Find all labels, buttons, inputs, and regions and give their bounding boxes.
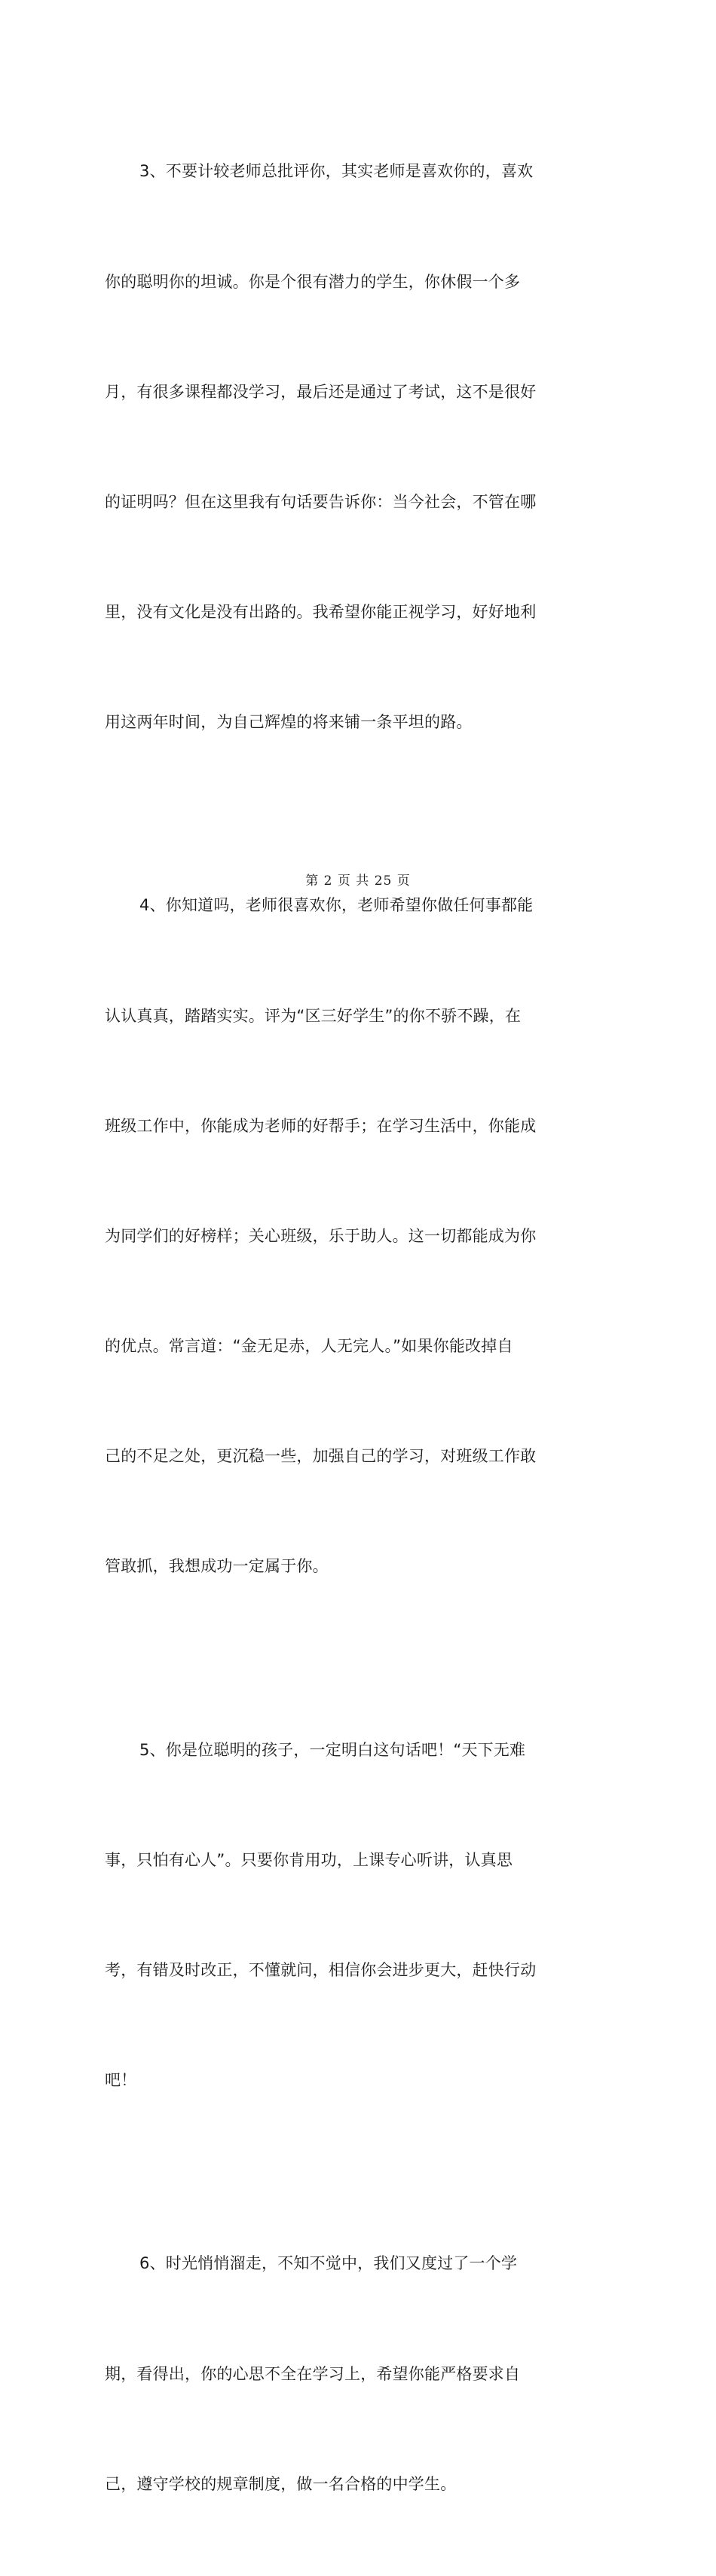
text-line: 用这两年时间，为自己辉煌的将来铺一条平坦的路。 <box>105 712 473 731</box>
text-line: 3、不要计较老师总批评你，其实老师是喜欢你的，喜欢 <box>139 162 534 181</box>
text-line: 6、时光悄悄溜走，不知不觉中，我们又度过了一个学 <box>139 2254 518 2273</box>
text-line: 月，有很多课程都没学习，最后还是通过了考试，这不是很好 <box>105 382 537 401</box>
page-footer <box>0 870 716 889</box>
text-line: 己的不足之处，更沉稳一些，加强自己的学习，对班级工作敢 <box>105 1447 537 1466</box>
text-line: 管敢抓，我想成功一定属于你。 <box>105 1557 329 1576</box>
paragraph-4 <box>105 814 558 1658</box>
paragraph-5 <box>105 1658 558 2172</box>
document-body <box>105 80 558 2576</box>
text-line: 事，只怕有心人”。只要你肯用功，上课专心听讲，认真思 <box>105 1850 513 1869</box>
text-line: 里，没有文化是没有出路的。我希望你能正视学习，好好地利 <box>105 602 537 621</box>
text-line: 吧！ <box>105 2070 137 2089</box>
text-line: 己，遵守学校的规章制度，做一名合格的中学生。 <box>105 2474 457 2493</box>
text-line: 你的聪明你的坦诚。你是个很有潜力的学生，你休假一个多 <box>105 272 521 291</box>
text-line: 认认真真，踏踏实实。评为“区三好学生”的你不骄不躁，在 <box>105 1006 522 1025</box>
paragraph-3 <box>105 80 558 814</box>
page-number: 第 2 页 共 25 页 <box>305 873 411 889</box>
text-line: 为同学们的好榜样；关心班级，乐于助人。这一切都能成为你 <box>105 1226 537 1245</box>
paragraph-6 <box>105 2172 558 2576</box>
text-line: 的优点。常言道：“金无足赤，人无完人。”如果你能改掉自 <box>105 1336 513 1355</box>
text-line: 的证明吗？但在这里我有句话要告诉你：当今社会，不管在哪 <box>105 492 537 511</box>
text-line: 班级工作中，你能成为老师的好帮手；在学习生活中，你能成 <box>105 1116 537 1135</box>
text-line: 期，看得出，你的心思不全在学习上，希望你能严格要求自 <box>105 2364 521 2383</box>
text-line: 考，有错及时改正，不懂就问，相信你会进步更大，赶快行动 <box>105 1960 537 1979</box>
text-line: 4、你知道吗，老师很喜欢你，老师希望你做任何事都能 <box>139 896 534 915</box>
text-line: 5、你是位聪明的孩子，一定明白这句话吧！“天下无难 <box>139 1740 526 1759</box>
